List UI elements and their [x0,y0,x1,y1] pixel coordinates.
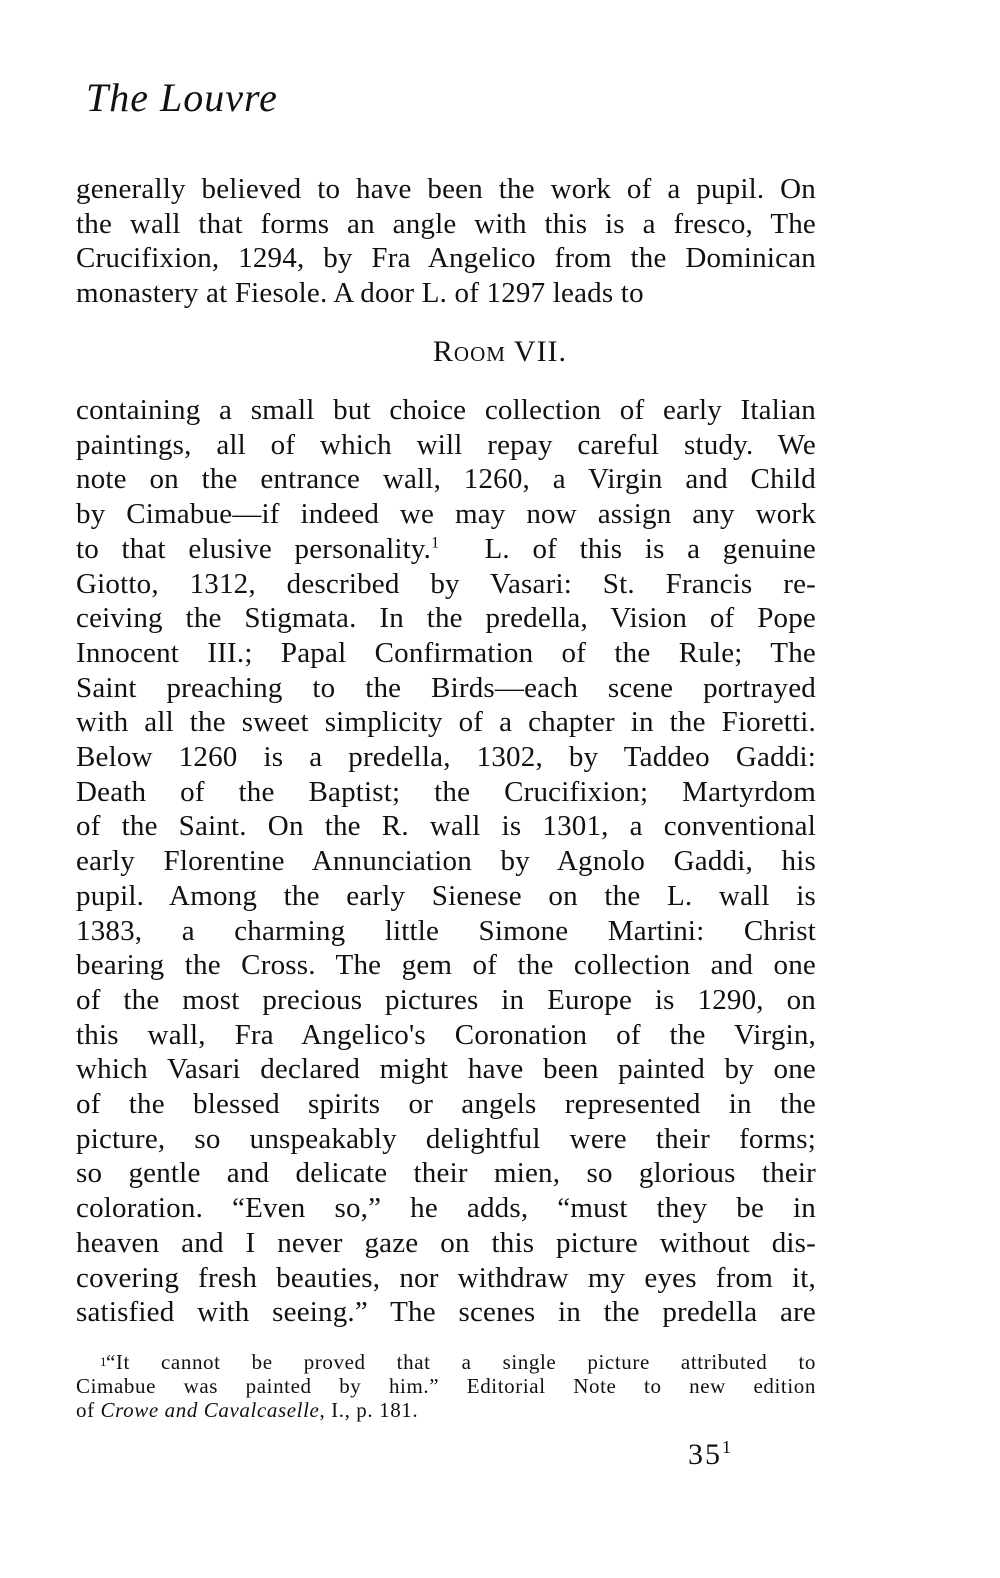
text-line-with-footnote-ref [76,532,816,567]
text-line: containing a small but choice collection of early Italian [76,394,816,426]
text-line: note on the entrance wall, 1260, a Virgin and Child [76,463,816,496]
text-line: early Florentine Annunciation by Agnolo Gaddi, his [76,845,816,878]
text-line: coloration. “Even so,” he adds, “must they be in [76,1192,816,1225]
footnote-text: , I., p. 181. [319,1398,419,1422]
text-line: generally believed to have been the work of a pupil. On [76,173,816,205]
footnote-cited-title: Crowe and Cavalcaselle [100,1398,320,1422]
text-line: of the most precious pictures in Europe is 1290, on [76,983,816,1016]
text-line: with all the sweet simplicity of a chapter in the Fioretti. [76,706,816,739]
text-line: of the Saint. On the R. wall is 1301, a conventional [76,810,816,843]
text-line: of the blessed spirits or angels represented in the [76,1088,816,1121]
section-heading-word: Room [432,335,506,368]
footnote [76,1350,816,1422]
footnote-line: Cimabue was painted by him.” Editorial Note to new edition [76,1374,816,1398]
footnote-text: of [76,1398,101,1422]
page-number [688,1438,733,1472]
text-line: which Vasari declared might have been painted by one [76,1053,816,1086]
text-line: Crucifixion, 1294, by Fra Angelico from the Dominican [76,242,816,275]
text-line: pupil. Among the early Sienese on the L. wall is [76,879,816,912]
section-heading-numeral: VII. [513,335,568,368]
page-number-digits: 35 [688,1438,722,1471]
text-line: heaven and I never gaze on this picture without dis- [76,1226,816,1259]
text-line: bearing the Cross. The gem of the collection and one [76,949,816,982]
paragraph-room-vii [76,393,816,1330]
text-line: covering fresh beauties, nor withdraw my eyes from it, [76,1261,816,1294]
text-line: Saint preaching to the Birds—each scene portrayed [76,671,816,704]
text-line: Below 1260 is a predella, 1302, by Taddeo Gaddi: [76,741,816,774]
text-line: Giotto, 1312, described by Vasari: St. Francis re- [76,567,816,600]
footnote-line: “It cannot be proved that a single picture attributed to [106,1350,816,1374]
text-line: monastery at Fiesole. A door L. of 1297 leads to [76,277,644,310]
text-line: so gentle and delicate their mien, so glorious their [76,1157,816,1190]
text-line: satisfied with seeing.” The scenes in the predella are [76,1296,816,1329]
text-line: 1383, a charming little Simone Martini: Christ [76,914,816,947]
page-number-superscript: 1 [722,1437,733,1457]
text-line: this wall, Fra Angelico's Coronation of the Virgin, [76,1018,816,1051]
footnote-reference: 1 [431,534,440,552]
text-line: Innocent III.; Papal Confirmation of the Rule; The [76,636,816,669]
running-head: The Louvre [86,75,278,120]
paragraph-continued [76,172,816,311]
footnote-line [76,1398,816,1422]
text-line: the wall that forms an angle with this is a fresco, The [76,207,816,240]
text-line: ceiving the Stigmata. In the predella, Vision of Pope [76,602,816,635]
text-fragment: to that elusive personality. [76,532,432,565]
text-line: by Cimabue—if indeed we may now assign any work [76,498,816,531]
footnote-marker: 1 [100,1354,108,1369]
text-line: picture, so unspeakably delightful were their forms; [76,1122,816,1155]
section-heading [0,335,1000,369]
text-fragment: L. of this is a genuine [484,532,817,565]
text-line: Death of the Baptist; the Crucifixion; Martyrdom [76,775,816,808]
text-line: paintings, all of which will repay careful study. We [76,428,816,461]
